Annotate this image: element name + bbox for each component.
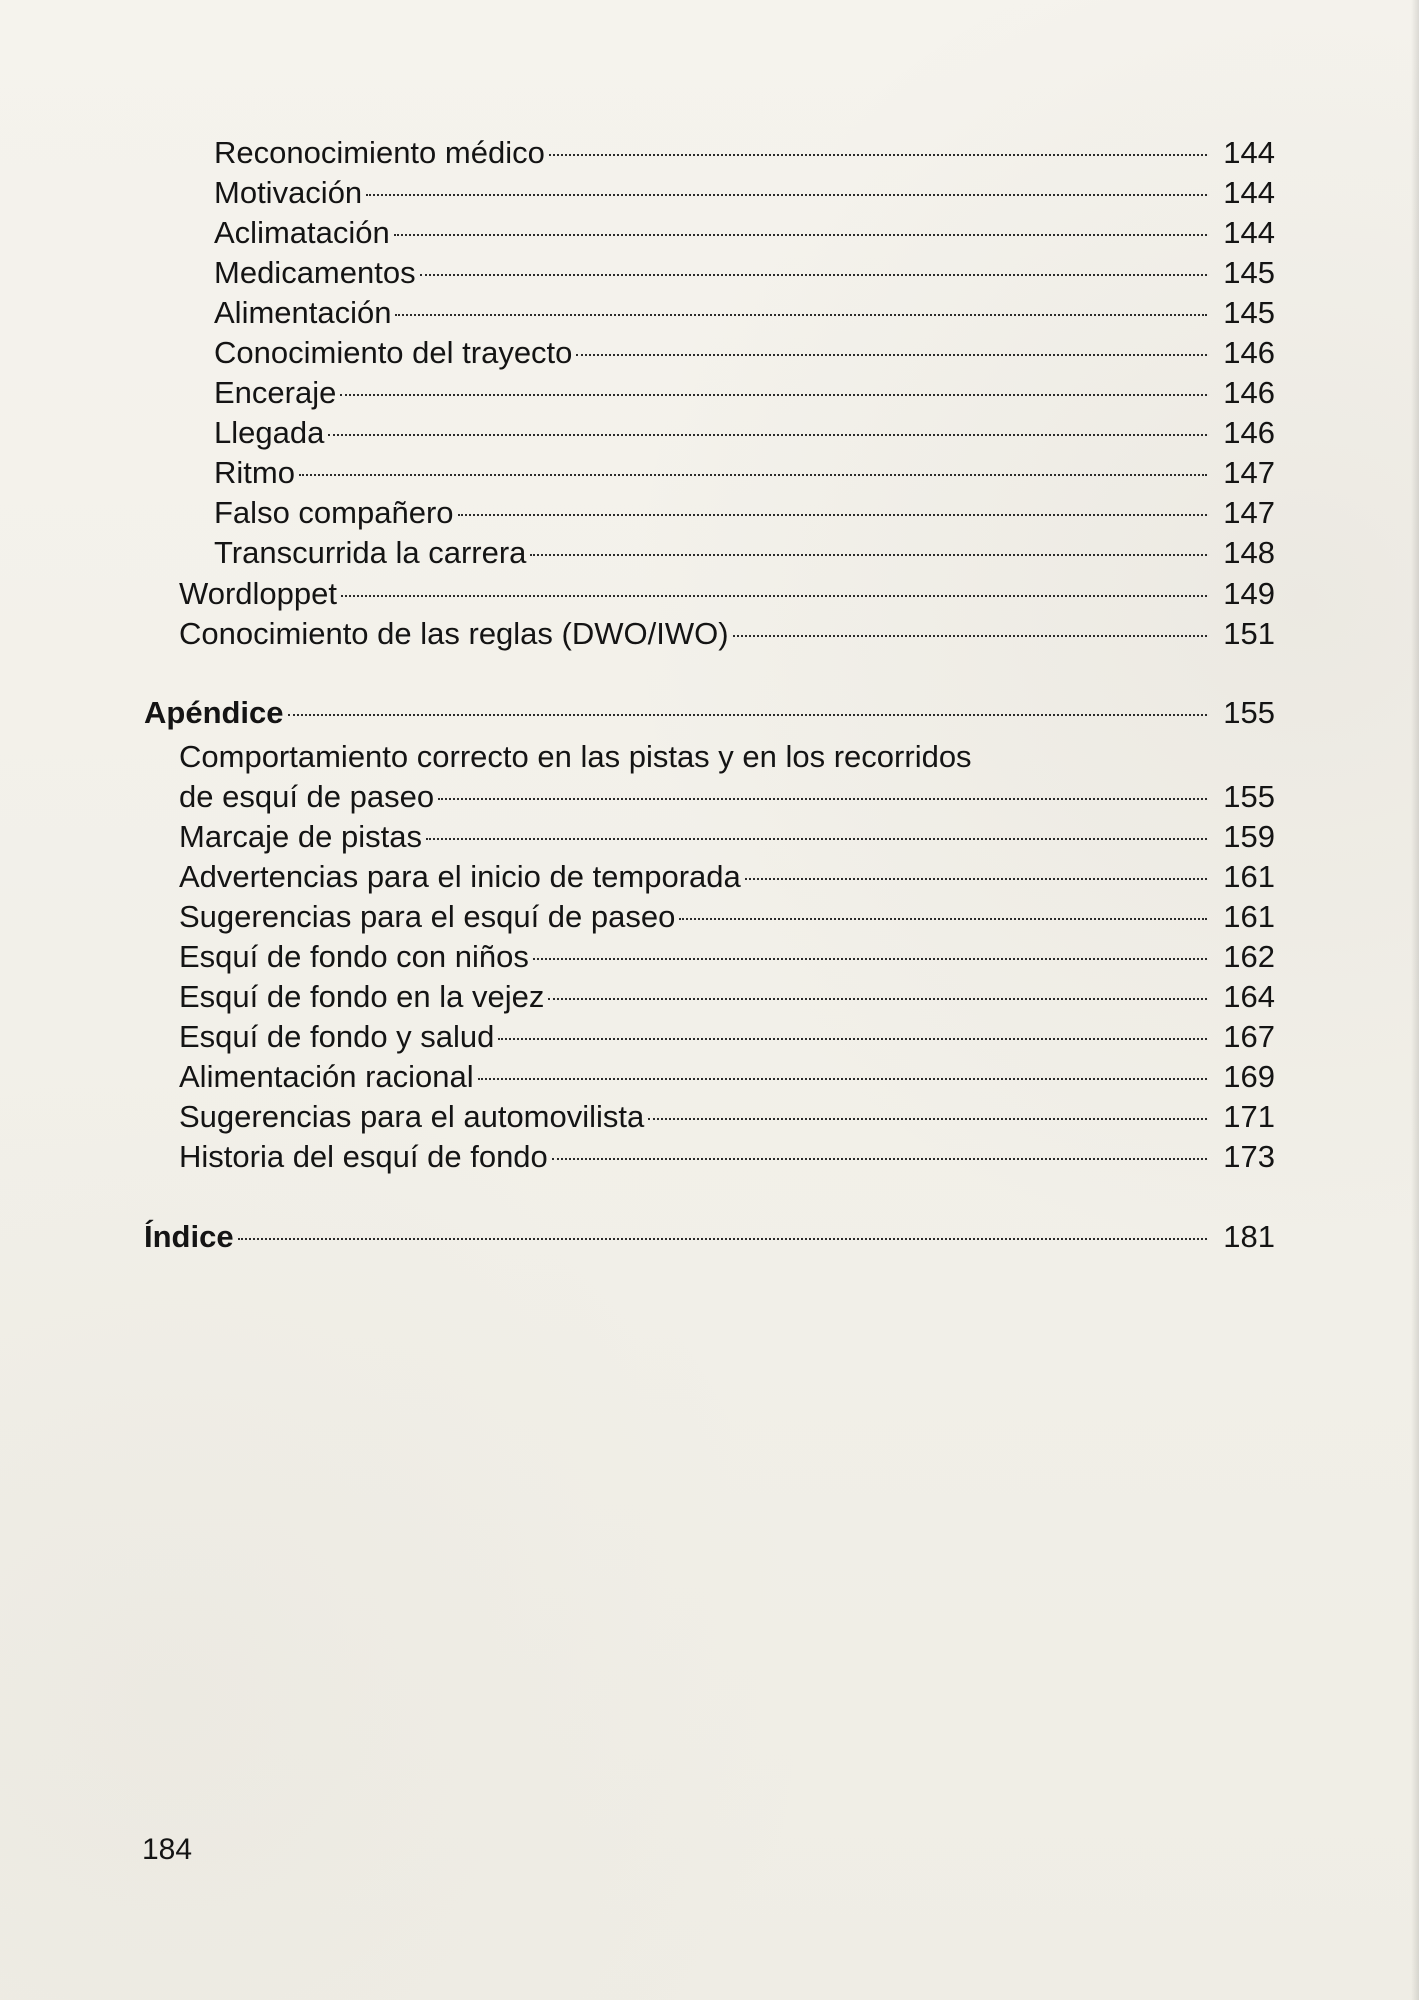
toc-entry-title: Motivación: [214, 175, 363, 210]
toc-entry-title: de esquí de paseo: [179, 779, 435, 814]
toc-entry-page: 159: [1223, 819, 1275, 854]
toc-entry-page: 164: [1223, 979, 1275, 1014]
toc-entry: [179, 1139, 1275, 1175]
toc-entry-page: 145: [1223, 255, 1275, 290]
toc-entry-title: Transcurrida la carrera: [214, 535, 527, 570]
dot-leader: [288, 714, 1207, 716]
dot-leader: [549, 154, 1207, 156]
dot-leader: [395, 314, 1207, 316]
toc-entry-page: 181: [1223, 1219, 1275, 1254]
dot-leader: [328, 434, 1207, 436]
dot-leader: [745, 878, 1207, 880]
toc-entry-title: Historia del esquí de fondo: [179, 1139, 548, 1174]
toc-entry-page: 162: [1223, 939, 1275, 974]
toc-entry-page: 171: [1223, 1099, 1275, 1134]
toc-entry-title: Esquí de fondo en la vejez: [179, 979, 545, 1014]
toc-entry: [214, 255, 1275, 291]
toc-section-title: Índice: [144, 1219, 234, 1254]
toc-entry: [179, 1019, 1275, 1055]
dot-leader: [530, 554, 1207, 556]
dot-leader: [552, 1158, 1207, 1160]
toc-entry-title: Advertencias para el inicio de temporada: [179, 859, 741, 894]
dot-leader: [438, 798, 1207, 800]
toc-entry-page: 146: [1223, 335, 1275, 370]
toc-entry-page: 173: [1223, 1139, 1275, 1174]
toc-entry: [214, 375, 1275, 411]
dot-leader: [576, 354, 1207, 356]
dot-leader: [426, 838, 1207, 840]
toc-entry: [214, 215, 1275, 251]
toc-entry-page: 167: [1223, 1019, 1275, 1054]
toc-entry: [179, 819, 1275, 855]
toc-entry-title: Aclimatación: [214, 215, 390, 250]
dot-leader: [420, 274, 1207, 276]
toc-entry-page: 147: [1223, 455, 1275, 490]
dot-leader: [548, 998, 1207, 1000]
dot-leader: [366, 194, 1207, 196]
toc-entry-title: Conocimiento del trayecto: [214, 335, 573, 370]
dot-leader: [533, 958, 1207, 960]
toc-entry-page: 151: [1223, 616, 1275, 651]
dot-leader: [498, 1038, 1207, 1040]
toc-entry-page: 144: [1223, 135, 1275, 170]
dot-leader: [299, 474, 1207, 476]
toc-entry: [179, 979, 1275, 1015]
toc-entry-page: 147: [1223, 495, 1275, 530]
toc-entry: [214, 455, 1275, 491]
toc-entry: [179, 939, 1275, 975]
toc-entry-page: 144: [1223, 215, 1275, 250]
toc-entry: [179, 1099, 1275, 1135]
toc-entry: [214, 535, 1275, 571]
toc-entry: [214, 415, 1275, 451]
toc-entry-title: Reconocimiento médico: [214, 135, 545, 170]
dot-leader: [458, 514, 1207, 516]
toc-entry: [179, 859, 1275, 895]
toc-entry-title: Falso compañero: [214, 495, 454, 530]
toc-entry: [179, 616, 1275, 652]
dot-leader: [238, 1238, 1207, 1240]
toc-entry-page: 146: [1223, 375, 1275, 410]
toc-entry-title: Enceraje: [214, 375, 337, 410]
dot-leader: [648, 1118, 1207, 1120]
toc-entry-title: Conocimiento de las reglas (DWO/IWO): [179, 616, 729, 651]
toc-entry: [179, 576, 1275, 612]
toc-entry: [179, 899, 1275, 935]
toc-entry-page: 145: [1223, 295, 1275, 330]
toc-entry-page: 155: [1223, 779, 1275, 814]
dot-leader: [340, 394, 1207, 396]
toc-entry-title: Sugerencias para el automovilista: [179, 1099, 645, 1134]
toc-entry-page: 161: [1223, 859, 1275, 894]
dot-leader: [478, 1078, 1207, 1080]
toc-entry: [179, 1059, 1275, 1095]
toc-entry-page: 144: [1223, 175, 1275, 210]
toc-entry-title: Medicamentos: [214, 255, 416, 290]
toc-entry-title: Marcaje de pistas: [179, 819, 422, 854]
toc-section-entry: [144, 695, 1275, 731]
dot-leader: [341, 595, 1207, 597]
dot-leader: [733, 635, 1207, 637]
toc-entry: [214, 175, 1275, 211]
page-number: 184: [142, 1833, 193, 1866]
toc-entry-title: Sugerencias para el esquí de paseo: [179, 899, 676, 934]
toc-entry: [214, 335, 1275, 371]
toc-entry-title: Esquí de fondo y salud: [179, 1019, 495, 1054]
toc-entry-title: Alimentación racional: [179, 1059, 474, 1094]
toc-entry-title-line1: Comportamiento correcto en las pistas y en los recorridos: [179, 739, 972, 774]
toc-entry-page: 148: [1223, 535, 1275, 570]
toc-entry: [214, 295, 1275, 331]
dot-leader: [394, 234, 1207, 236]
toc-entry: [179, 779, 1275, 815]
toc-entry-title: Alimentación: [214, 295, 392, 330]
toc-entry-title: Wordloppet: [179, 576, 337, 611]
toc-entry-title: Ritmo: [214, 455, 295, 490]
toc-entry-page: 161: [1223, 899, 1275, 934]
toc-entry-page: 155: [1223, 695, 1275, 730]
toc-entry-title: Llegada: [214, 415, 325, 450]
toc-entry-page: 149: [1223, 576, 1275, 611]
toc-entry: [214, 135, 1275, 171]
toc-entry-title: Esquí de fondo con niños: [179, 939, 529, 974]
dot-leader: [679, 918, 1207, 920]
toc-entry: [214, 495, 1275, 531]
toc-section-title: Apéndice: [144, 695, 284, 730]
toc-entry-page: 169: [1223, 1059, 1275, 1094]
toc-entry-page: 146: [1223, 415, 1275, 450]
toc-section-entry: [144, 1219, 1275, 1255]
